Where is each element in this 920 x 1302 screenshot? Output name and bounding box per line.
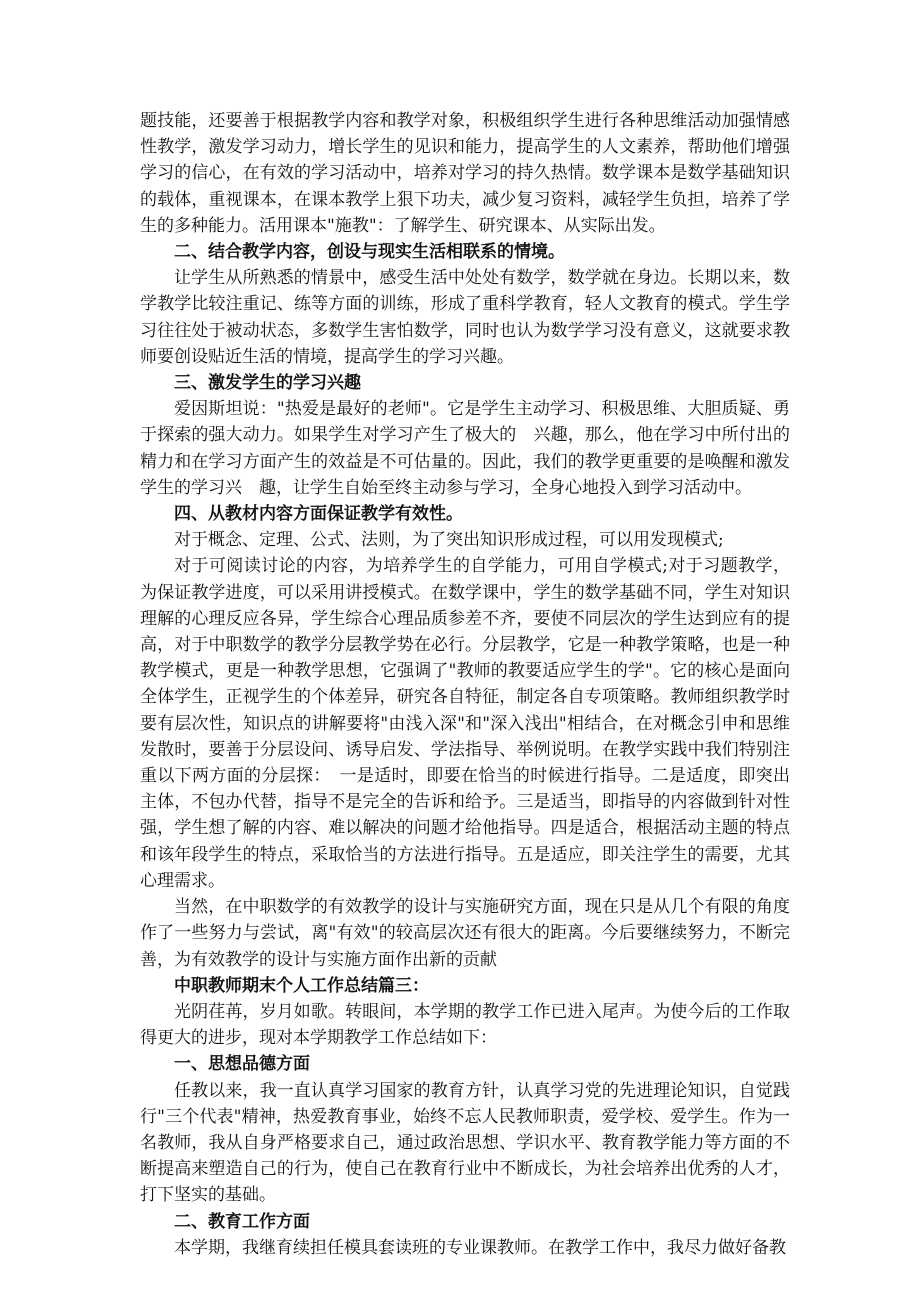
paragraph-8: 任教以来，我一直认真学习国家的教育方针，认真学习党的先进理论知识，自觉践行"三个代表"精神，热爱教育事业，始终不忘人民教师职责，爱学校、爱学生。作为一名教师，我从自身严格要求自己，通过政治思想、学识水平、教育教学能力等方面的不断提高来塑造自己的行为，使自己在教育行业中不断成长，为社会培养出优秀的人才，打下坚实的基础。: [140, 1080, 790, 1206]
heading-education-work: 二、教育工作方面: [174, 1211, 310, 1232]
heading-section-4: 四、从教材内容方面保证教学有效性。: [174, 504, 463, 525]
paragraph-9: 本学期，我继育续担任模具套读班的专业课教师。在教学工作中，我尽力做好备教: [174, 1237, 786, 1258]
heading-part-3: 中职教师期末个人工作总结篇三：: [174, 975, 429, 996]
paragraph-6: 当然，在中职数学的有效教学的设计与实施研究方面，现在只是从几个有限的角度作了一些努力与尝试，离"有效"的较高层次还有很大的距离。今后要继续努力，不断完善，为有效教学的设计与实施方面作出新的贡献: [140, 897, 790, 970]
paragraph-4: 对于概念、定理、公式、法则，为了突出知识形成过程，可以用发现模式;: [174, 530, 724, 551]
paragraph-5: 对于可阅读讨论的内容，为培养学生的自学能力，可用自学模式;对于习题教学，为保证教学进度，可以采用讲授模式。在数学课中，学生的数学基础不同，学生对知识理解的心理反应各异，学生综合心理品质参差不齐，要使不同层次的学生达到应有的提高，对于中职数学的教学分层教学势在必行。分层教学，它是一种教学策略，也是一种教学模式，更是一种教学思想，它强调了"教师的教要适应学生的学"。它的核心是面向全体学生，正视学生的个体差异，研究各自特征，制定各自专项策略。教师组织教学时要有层次性，知识点的讲解要将"由浅入深"和"深入浅出"相结合，在对概念引申和思维发散时，要善于分层设问、诱导启发、学法指导、举例说明。在教学实践中我们特别注重以下两方面的分层探： 一是适时，即要在恰当的时候进行指导。二是适度，即突出主体，不包办代替，指导不是完全的告诉和给予。三是适当，即指导的内容做到针对性强，学生想了解的内容、难以解决的问题才给他指导。四是适合，根据活动主题的特点和该年段学生的特点，采取恰当的方法进行指导。五是适应，即关注学生的需要，尤其心理需求。: [140, 556, 790, 891]
paragraph-7: 光阴荏苒，岁月如歌。转眼间，本学期的教学工作已进入尾声。为使今后的工作取得更大的进步，现对本学期教学工作总结如下：: [140, 1001, 790, 1049]
document-body: [140, 108, 790, 1261]
heading-section-3: 三、激发学生的学习兴趣: [174, 373, 361, 394]
heading-section-2: 二、结合教学内容，创设与现实生活相联系的情境。: [174, 242, 565, 263]
heading-ideology: 一、思想品德方面: [174, 1054, 310, 1075]
paragraph-3: 爱因斯坦说："热爱是最好的老师"。它是学生主动学习、积极思维、大胆质疑、勇于探索的强大动力。如果学生对学习产生了极大的 兴趣，那么，他在学习中所付出的精力和在学习方面产生的效益是不可估量的。因此，我们的教学更重要的是唤醒和激发学生的学习兴 趣，让学生自始至终主动参与学习，全身心地投入到学习活动中。: [140, 399, 790, 498]
paragraph-1: 题技能，还要善于根据教学内容和教学对象，积极组织学生进行各种思维活动加强情感性教学，激发学习动力，增长学生的见识和能力，提高学生的人文素养，帮助他们增强学习的信心，在有效的学习活动中，培养对学习的持久热情。数学课本是数学基础知识的载体，重视课本，在课本教学上狠下功夫，减少复习资料，减轻学生负担，培养了学生的多种能力。活用课本"施教"：了解学生、研究课本、从实际出发。: [140, 111, 790, 236]
paragraph-2: 让学生从所熟悉的情景中，感受生活中处处有数学，数学就在身边。长期以来，数学教学比较注重记、练等方面的训练，形成了重科学教育，轻人文教育的模式。学生学习往往处于被动状态，多数学生害怕数学，同时也认为数学学习没有意义，这就要求教师要创设贴近生活的情境，提高学生的学习兴趣。: [140, 268, 790, 367]
